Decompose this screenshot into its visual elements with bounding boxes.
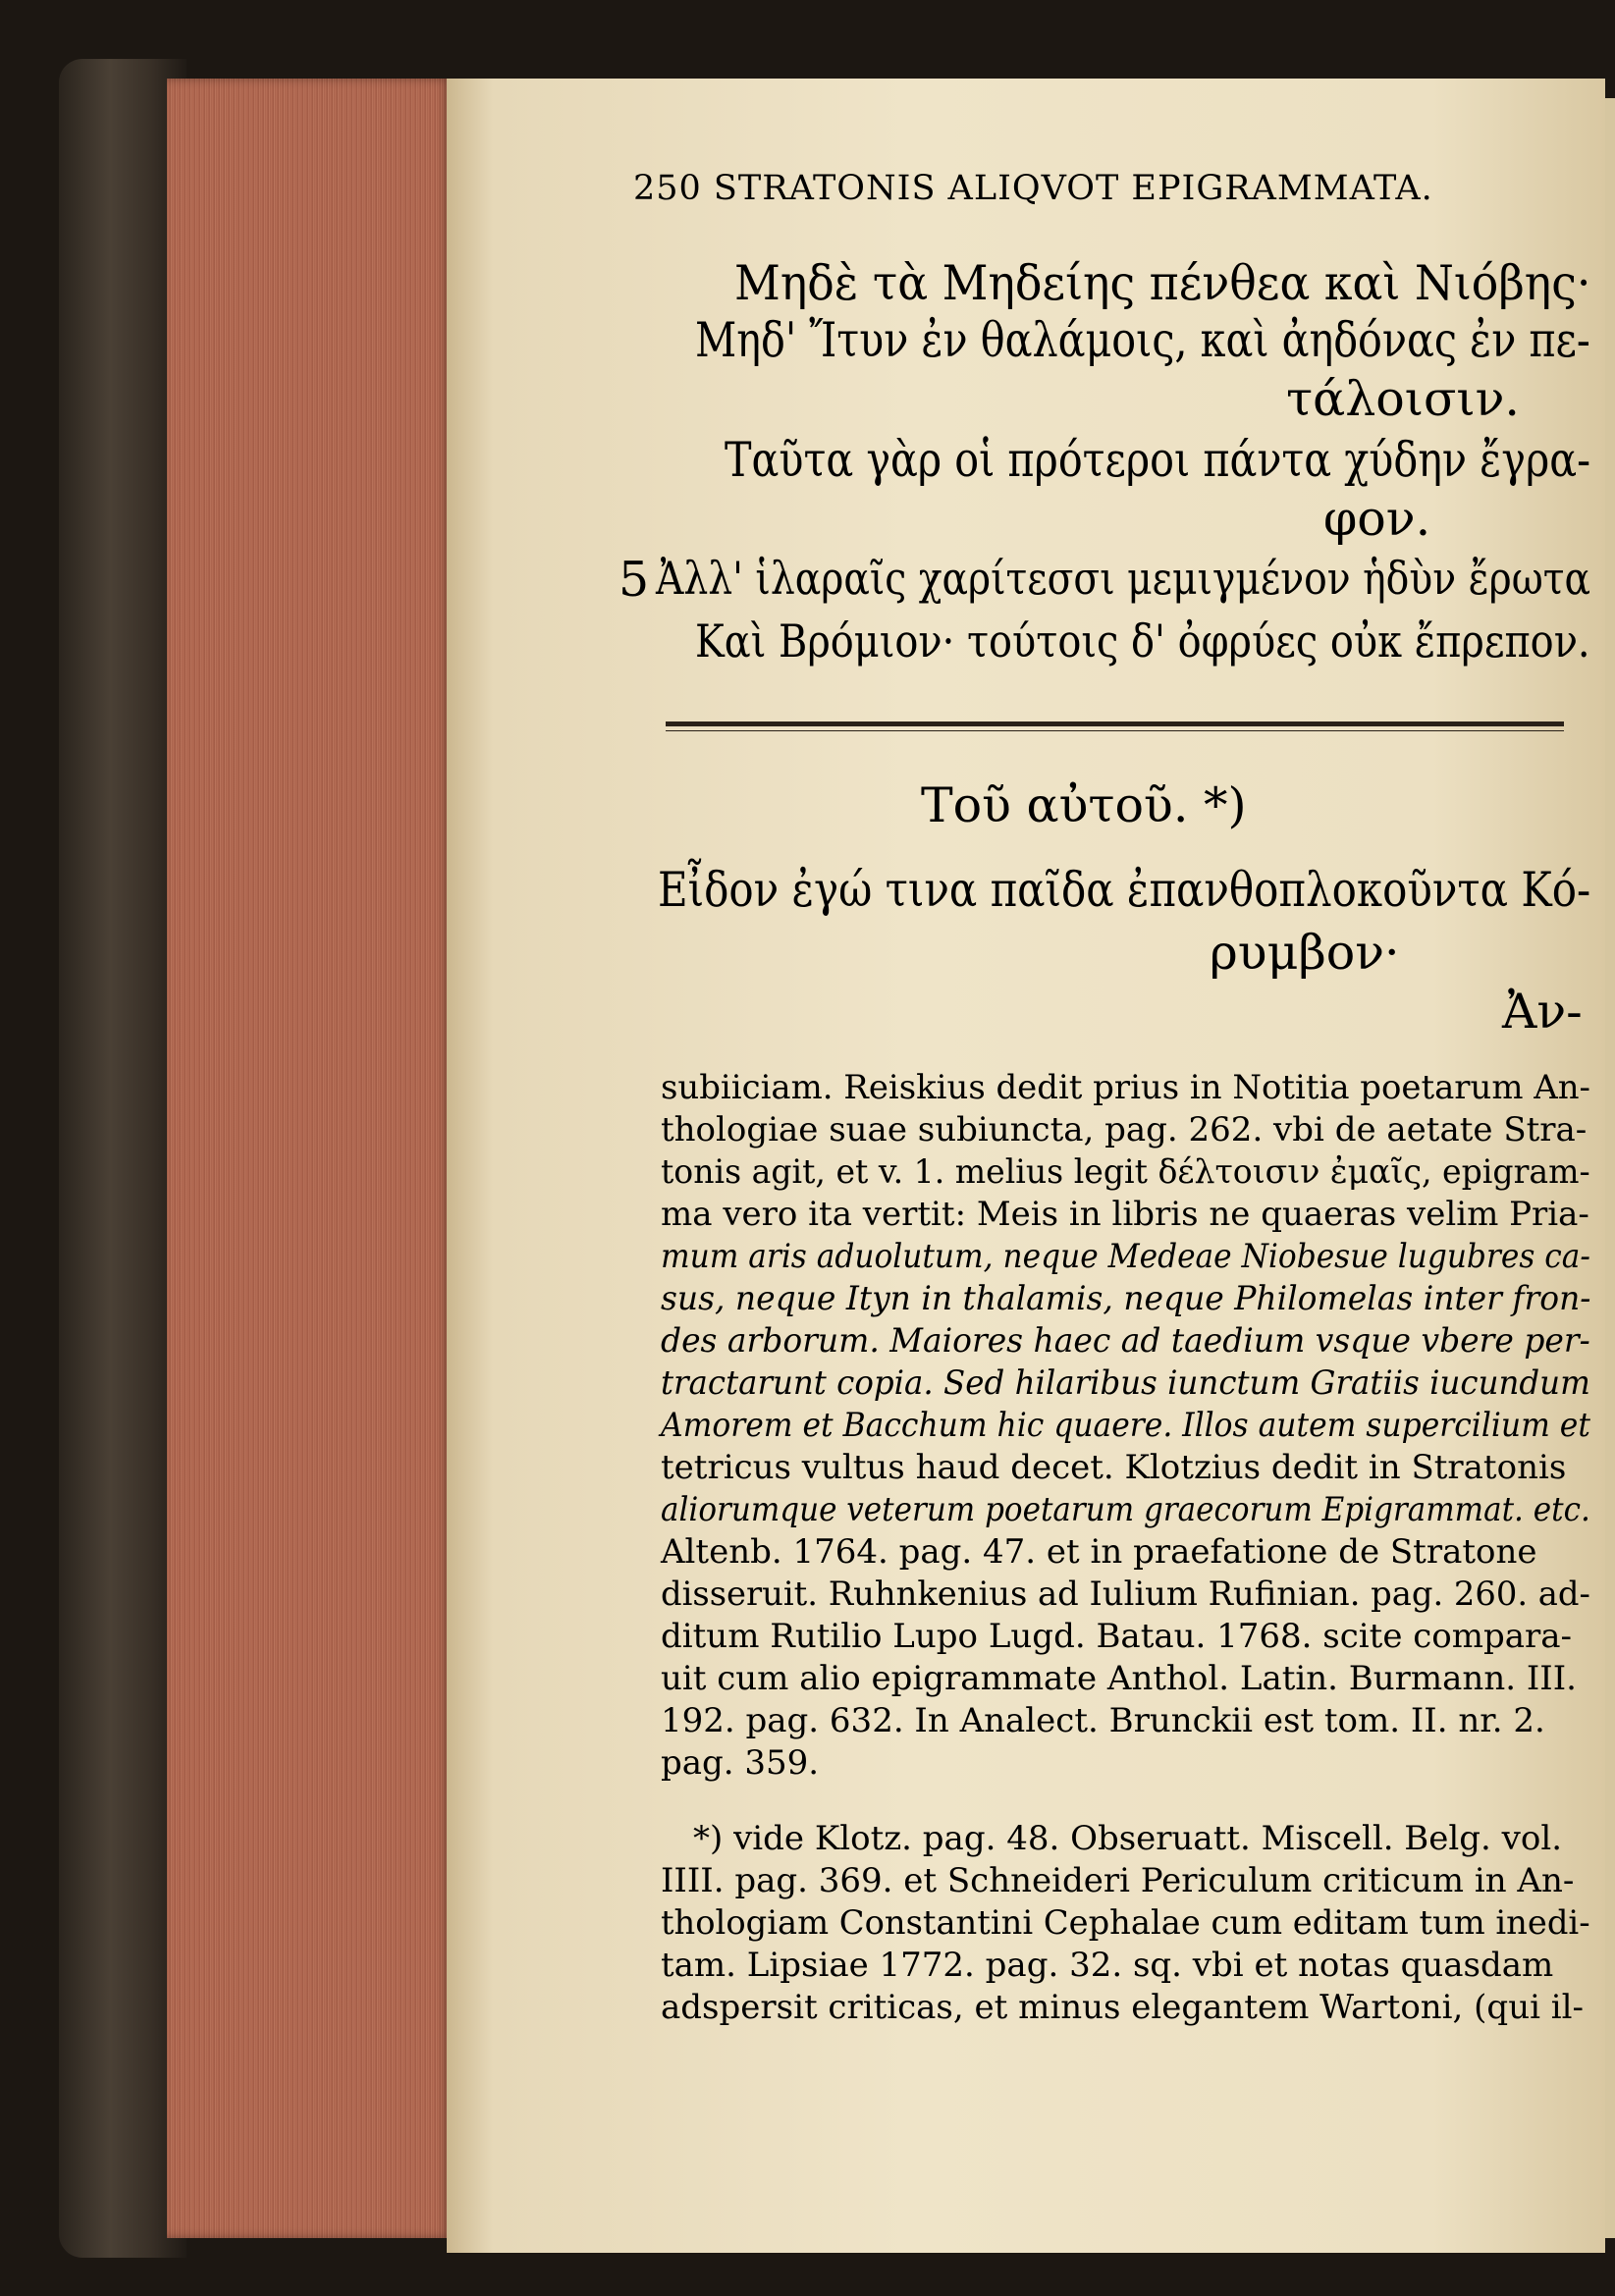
page-edges <box>167 79 452 2238</box>
note-line: uit cum alio epigrammate Anthol. Latin. Burmann. III. <box>661 1659 1577 1698</box>
epigram-line: ρυμβον· <box>1210 925 1400 981</box>
running-header: 250 STRATONIS ALIQVOT EPIGRAMMATA. <box>633 169 1433 208</box>
note-line: disseruit. Ruhnkenius ad Iulium Rufinian. pag. 260. ad- <box>661 1575 1590 1614</box>
note-line: sus, neque Ityn in thalamis, neque Philomelas inter fron- <box>661 1279 1591 1318</box>
footnote-line: adspersit criticas, et minus elegantem Wartoni, (qui il- <box>661 1988 1585 2027</box>
verse-line: Μηδ' Ἴτυν ἐν θαλάμοις, καὶ ἀηδόνας ἐν πε- <box>695 312 1590 368</box>
footnote-line: *) vide Klotz. pag. 48. Obseruatt. Miscell. Belg. vol. <box>693 1819 1563 1858</box>
section-rule <box>666 721 1564 726</box>
note-line: subiiciam. Reiskius dedit prius in Notitia poetarum An- <box>661 1068 1590 1107</box>
verse-line: Καὶ Βρόμιον· τούτοις δ' ὀφρύες οὐκ ἔπρεπον. <box>695 614 1590 667</box>
verse-line: φον. <box>1323 491 1431 547</box>
footnote-line: IIII. pag. 369. et Schneideri Periculum criticum in An- <box>661 1861 1575 1900</box>
catchword: Ἀν- <box>1502 984 1583 1040</box>
note-line: thologiae suae subiuncta, pag. 262. vbi de aetate Stra- <box>661 1110 1588 1149</box>
footnote-line: tam. Lipsiae 1772. pag. 32. sq. vbi et notas quasdam <box>661 1946 1554 1985</box>
note-line: tonis agit, et v. 1. melius legit δέλτοισιν ἐμαῖς, epigram- <box>661 1152 1590 1192</box>
note-line: 192. pag. 632. In Analect. Brunckii est tom. II. nr. 2. <box>661 1701 1545 1740</box>
verse-line: τάλοισιν. <box>1286 371 1520 427</box>
note-line: tetricus vultus haud decet. Klotzius dedit in Stratonis <box>661 1448 1567 1487</box>
note-line: aliorumque veterum poetarum graecorum Epigrammat. etc. <box>661 1490 1590 1529</box>
note-line: Altenb. 1764. pag. 47. et in praefatione de Stratone <box>661 1532 1537 1572</box>
section-rule-thin <box>666 730 1564 731</box>
note-line: ditum Rutilio Lupo Lugd. Batau. 1768. scite compara- <box>661 1617 1573 1656</box>
footnote-line: thologiam Constantini Cephalae cum editam tum inedi- <box>661 1903 1590 1943</box>
note-line: pag. 359. <box>661 1743 820 1783</box>
note-line: ma vero ita vertit: Meis in libris ne quaeras velim Pria- <box>661 1195 1589 1234</box>
note-line: des arborum. Maiores haec ad taedium vsque vbere per- <box>661 1321 1590 1361</box>
section-title: Τοῦ αὐτοῦ. *) <box>921 777 1247 833</box>
note-line: mum aris aduolutum, neque Medeae Niobesue lugubres ca- <box>661 1237 1590 1276</box>
verse-line: Ἀλλ' ἱλαραῖς χαρίτεσσι μεμιγμένον ἡδὺν ἔρωτα <box>656 552 1591 605</box>
epigram-line: Εἶδον ἐγώ τινα παῖδα ἐπανθοπλοκοῦντα Κό- <box>658 862 1591 918</box>
note-line: tractarunt copia. Sed hilaribus iunctum Gratiis iucundum <box>661 1363 1590 1403</box>
verse-number: 5 <box>619 552 650 608</box>
verse-line: Μηδὲ τὰ Μηδείης πένθεα καὶ Νιόβης· <box>734 255 1591 311</box>
verse-line: Ταῦτα γὰρ οἱ πρότεροι πάντα χύδην ἔγρα- <box>725 432 1591 488</box>
note-line: Amorem et Bacchum hic quaere. Illos autem supercilium et <box>661 1406 1590 1445</box>
